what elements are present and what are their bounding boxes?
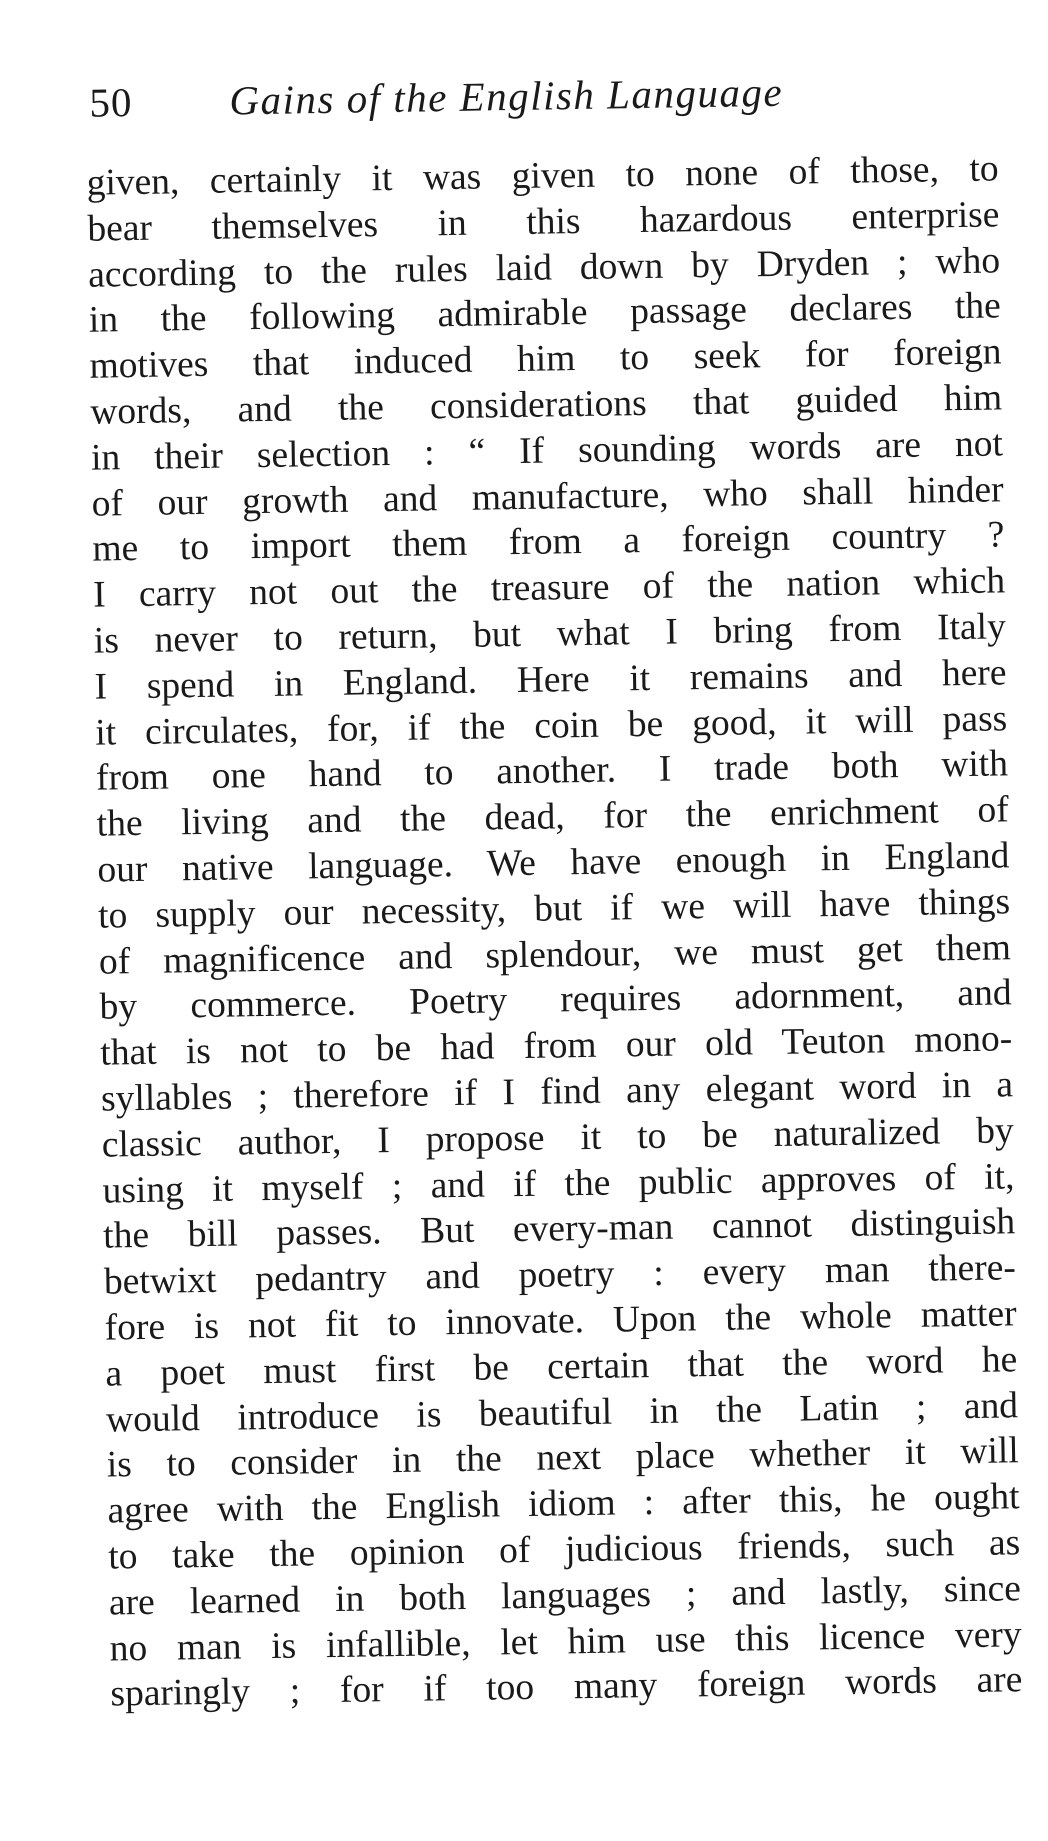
text-line: that is not to be had from our old Teuton mono-: [100, 1018, 1013, 1074]
text-line: sparingly ; for if too many foreign words are: [110, 1659, 1023, 1715]
text-line: fore is not fit to innovate. Upon the whole matter: [104, 1293, 1017, 1349]
text-line: our native language. We have enough in England: [97, 835, 1010, 891]
text-line: it circulates, for, if the coin be good, it will pass: [94, 697, 1008, 754]
running-title: Gains of the English Language: [229, 68, 784, 124]
text-line: a poet must first be certain that the word he: [105, 1338, 1018, 1395]
text-line: I carry not out the treasure of the nation which: [92, 560, 1006, 616]
text-line: using it myself ; and if the public approves of it,: [102, 1155, 1015, 1212]
text-line: to supply our necessity, but if we will have things: [97, 881, 1011, 937]
text-line: by commerce. Poetry requires adornment, and: [99, 972, 1012, 1028]
text-line: syllables ; therefore if I find any elegant word in a: [100, 1064, 1014, 1120]
text-line: betwixt pedantry and poetry : every man there-: [103, 1247, 1017, 1303]
text-line: given, certainly it was given to none of those, to: [86, 148, 999, 204]
text-line: is never to return, but what I bring from Italy: [93, 606, 1007, 662]
page-number: 50: [89, 78, 133, 126]
text-line: would introduce is beautiful in the Latin ; and: [105, 1384, 1019, 1441]
text-line: of magnificence and splendour, we must get them: [98, 926, 1012, 983]
text-line: no man is infallible, let him use this licence very: [109, 1613, 1022, 1670]
text-line: bear themselves in this hazardous enterprise: [87, 194, 1000, 250]
body-text: [86, 146, 1022, 1717]
text-line: the living and the dead, for the enrichment of: [96, 789, 1009, 845]
text-line: words, and the considerations that guided him: [89, 377, 1003, 433]
text-line: agree with the English idiom : after this, he ought: [107, 1476, 1020, 1532]
text-line: me to import them from a foreign country ?: [92, 514, 1005, 571]
text-line: I spend in England. Here it remains and here: [94, 652, 1007, 708]
running-head: [89, 60, 910, 133]
text-line: are learned in both languages ; and lastly, since: [108, 1567, 1022, 1624]
text-line: is to consider in the next place whether it will: [106, 1430, 1020, 1486]
text-line: to take the opinion of judicious friends, such as: [107, 1522, 1021, 1578]
text-line: in their selection : “ If sounding words are not: [90, 423, 1004, 479]
text-line: the bill passes. But every-man cannot distinguish: [102, 1201, 1016, 1257]
text-line: classic author, I propose it to be naturalized by: [101, 1110, 1015, 1166]
text-line: according to the rules laid down by Dryden ; who: [87, 239, 1001, 296]
text-line: from one hand to another. I trade both with: [95, 743, 1009, 800]
text-line: in the following admirable passage declares the: [88, 285, 1002, 342]
text-line: of our growth and manufacture, who shall hinder: [91, 468, 1004, 525]
text-line: motives that induced him to seek for foreign: [89, 331, 1002, 387]
